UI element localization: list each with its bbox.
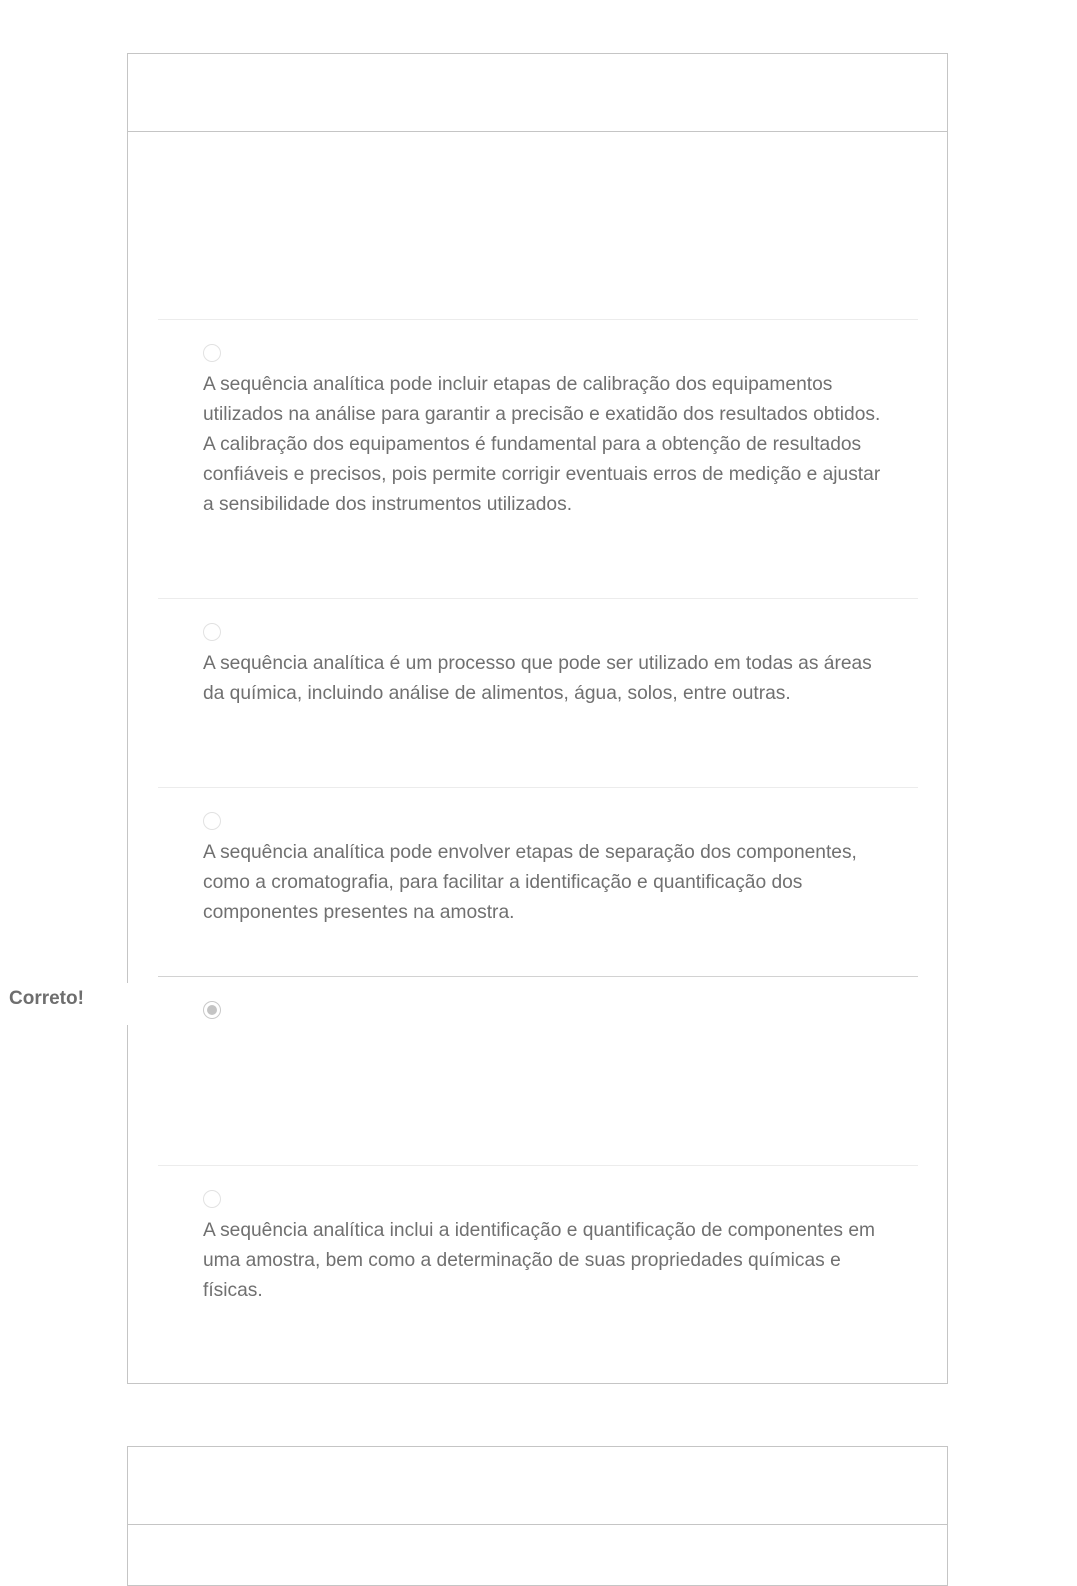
answer-option-4-selected[interactable]: [158, 976, 918, 1165]
question-header: [128, 1447, 947, 1525]
answer-option-2[interactable]: [158, 598, 918, 787]
answer-text: A sequência analítica inclui a identificação e quantificação de componentes em uma amostra, bem como a determinação de suas propriedades químicas e físicas.: [203, 1220, 875, 1301]
question-card: [127, 53, 948, 1384]
correct-marker-tail: [127, 1025, 128, 1049]
answer-option-1[interactable]: [158, 319, 918, 598]
question-card: [127, 1446, 948, 1586]
radio-button-checked[interactable]: [203, 1001, 221, 1019]
answer-option-3[interactable]: [158, 787, 918, 976]
radio-button[interactable]: [203, 623, 221, 641]
question-header: [128, 54, 947, 132]
answer-text: A sequência analítica é um processo que pode ser utilizado em todas as áreas da química, incluindo análise de alimentos, água, solos, entre outras.: [203, 653, 872, 704]
answer-option-5[interactable]: [158, 1165, 918, 1366]
radio-button[interactable]: [203, 1190, 221, 1208]
correct-answer-label: Correto!: [9, 988, 84, 1009]
correct-marker-gap: [126, 983, 130, 1025]
radio-button[interactable]: [203, 344, 221, 362]
answer-text: A sequência analítica pode incluir etapas de calibração dos equipamentos utilizados na análise para garantir a precisão e exatidão dos resultados obtidos. A calibração dos equipamentos é fundamental para a obtenção de resultados confiáveis e precisos, pois permite corrigir eventuais erros de medição e ajustar a sensibilidade dos instrumentos utilizados.: [203, 374, 881, 515]
answer-text: A sequência analítica pode envolver etapas de separação dos componentes, como a cromatografia, para facilitar a identificação e quantificação dos componentes presentes na amostra.: [203, 842, 857, 923]
radio-button[interactable]: [203, 812, 221, 830]
